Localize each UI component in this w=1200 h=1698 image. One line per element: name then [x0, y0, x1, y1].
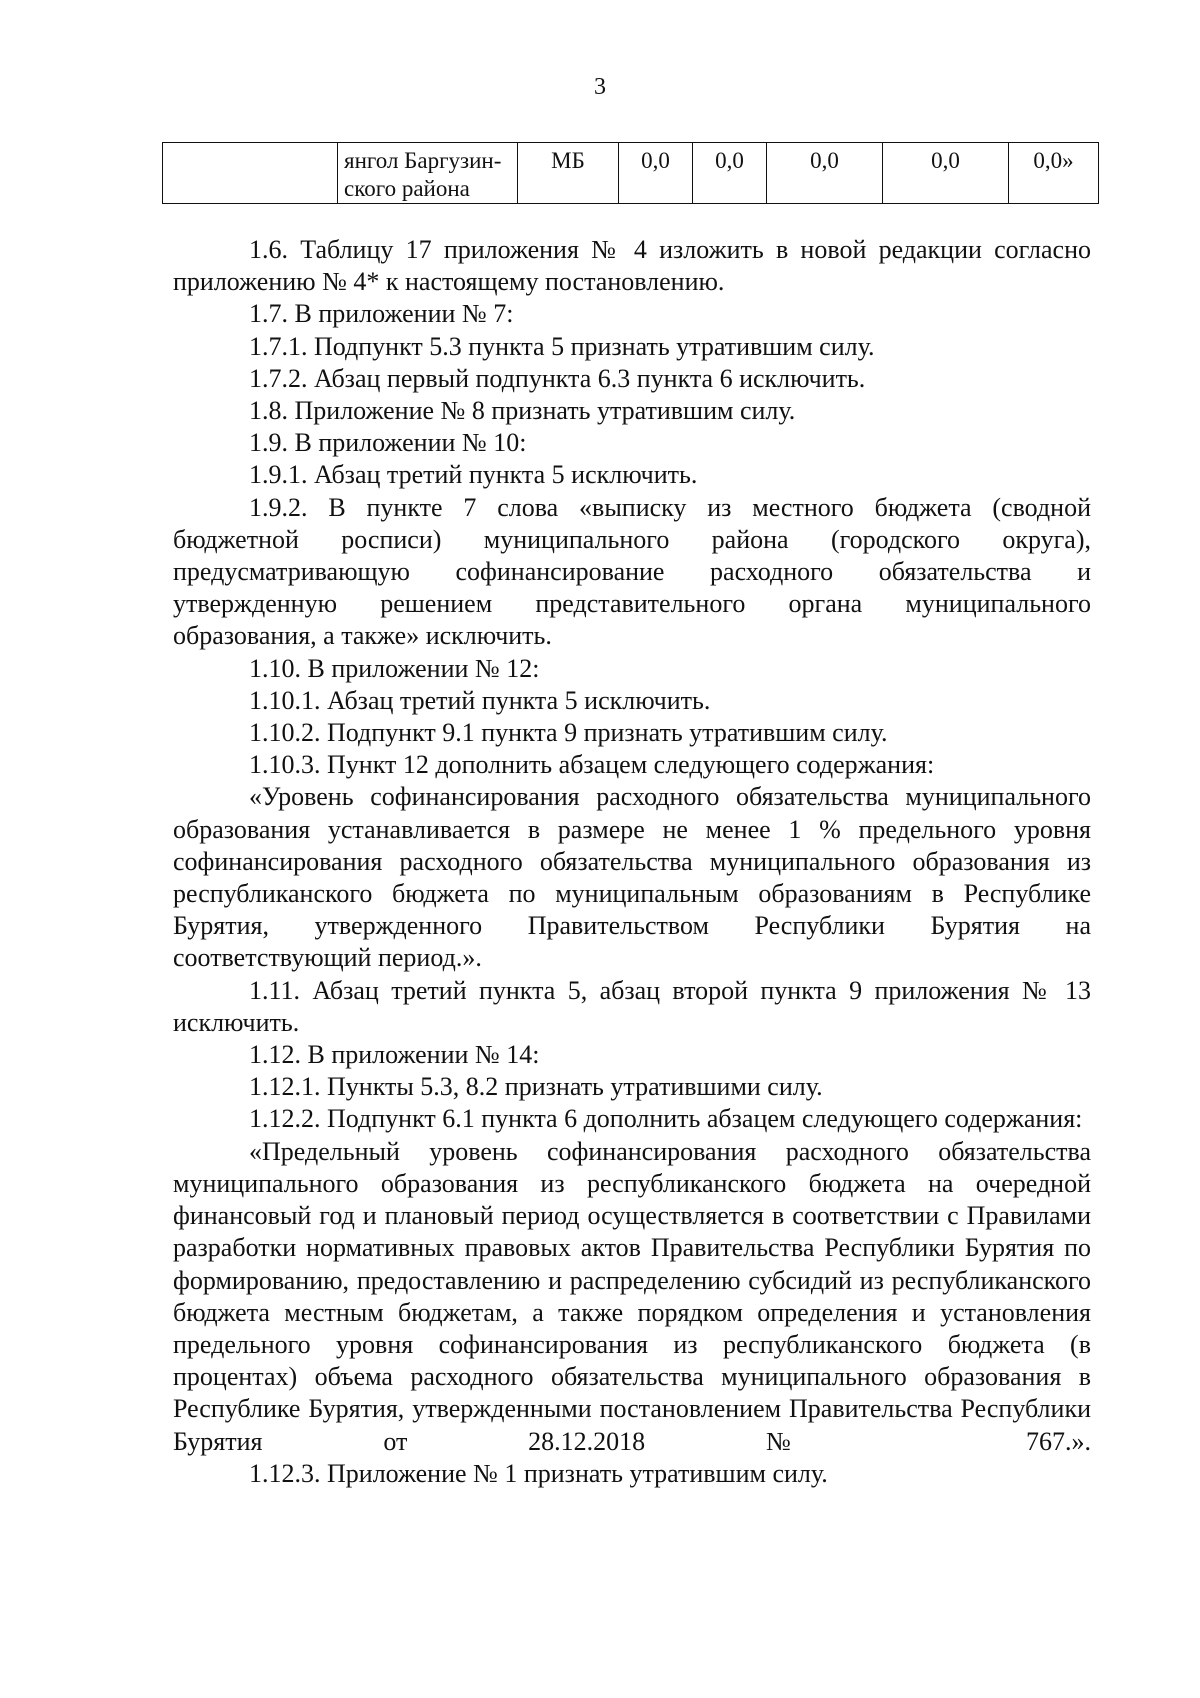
- cell-name-line2: ского района: [344, 176, 470, 201]
- table-cell-value: 0,0: [883, 143, 1009, 204]
- table-cell-value: 0,0»: [1009, 143, 1099, 204]
- paragraph: 1.9. В приложении № 10:: [249, 428, 527, 458]
- page-number: 3: [594, 74, 606, 100]
- paragraph: 1.10. В приложении № 12:: [249, 653, 540, 683]
- table-cell-value: 0,0: [619, 143, 693, 204]
- paragraph: 1.7.1. Подпункт 5.3 пункта 5 признать утратившим силу.: [249, 331, 875, 361]
- table-row: [163, 143, 1099, 204]
- paragraph: «Предельный уровень софинансирования расходного обязательства муниципального образования из республиканского бюджета на очередной финансовый год и плановый период осуществляется в соответствии с Правилами разработки нормативных правовых актов Правительства Республики Бурятия по формированию, предоставлению и распределению субсидий из республиканского бюджета местным бюджетам, а также порядком определения и установления предельного уровня софинансирования из республиканского бюджета (в процентах) объема расходного обязательства муниципального образования в Республике Бурятия, утвержденными постановлением Правительства Республики Бурятия от 28.12.2018 № 767.».: [173, 1136, 1091, 1456]
- paragraph: 1.11. Абзац третий пункта 5, абзац второй пункта 9 приложения № 13 исключить.: [173, 975, 1091, 1037]
- paragraph: 1.8. Приложение № 8 признать утратившим силу.: [249, 396, 796, 426]
- table-cell-value: 0,0: [693, 143, 767, 204]
- paragraph: 1.10.3. Пункт 12 дополнить абзацем следующего содержания:: [249, 750, 935, 780]
- paragraph: 1.6. Таблицу 17 приложения № 4 изложить в новой редакции согласно приложению № 4* к настоящему постановлению.: [173, 235, 1091, 297]
- paragraph: 1.12.3. Приложение № 1 признать утратившим силу.: [249, 1458, 828, 1488]
- paragraph: 1.12. В приложении № 14:: [249, 1040, 540, 1070]
- paragraph: 1.10.2. Подпункт 9.1 пункта 9 признать утратившим силу.: [249, 718, 888, 748]
- table-cell-empty: [163, 143, 338, 204]
- paragraph: 1.10.1. Абзац третий пункта 5 исключить.: [249, 685, 711, 715]
- paragraph: 1.12.1. Пункты 5.3, 8.2 признать утратившими силу.: [249, 1072, 823, 1102]
- table-cell-name: [338, 143, 518, 204]
- table-cell-budget: МБ: [518, 143, 619, 204]
- paragraph: 1.7.2. Абзац первый подпункта 6.3 пункта 6 исключить.: [249, 363, 866, 393]
- table-cell-value: 0,0: [767, 143, 883, 204]
- paragraph: 1.12.2. Подпункт 6.1 пункта 6 дополнить абзацем следующего содержания:: [249, 1104, 1083, 1134]
- paragraph: «Уровень софинансирования расходного обязательства муниципального образования устанавливается в размере не менее 1 % предельного уровня софинансирования расходного обязательства муниципального образования из республиканского бюджета по муниципальным образованиям в Республике Бурятия, утвержденного Правительством Республики Бурятия на соответствующий период.».: [173, 782, 1091, 973]
- cell-name-line1: янгол Баргузин-: [344, 148, 502, 173]
- paragraph: 1.9.1. Абзац третий пункта 5 исключить.: [249, 460, 698, 490]
- paragraph: 1.7. В приложении № 7:: [249, 299, 514, 329]
- paragraph: 1.9.2. В пункте 7 слова «выписку из местного бюджета (сводной бюджетной росписи) муниципального района (городского округа), предусматривающую софинансирование расходного обязательства и утвержденную решением представительного органа муниципального образования, а также» исключить.: [173, 492, 1091, 651]
- document-body: [173, 234, 1091, 1490]
- continuation-table: [162, 142, 1099, 204]
